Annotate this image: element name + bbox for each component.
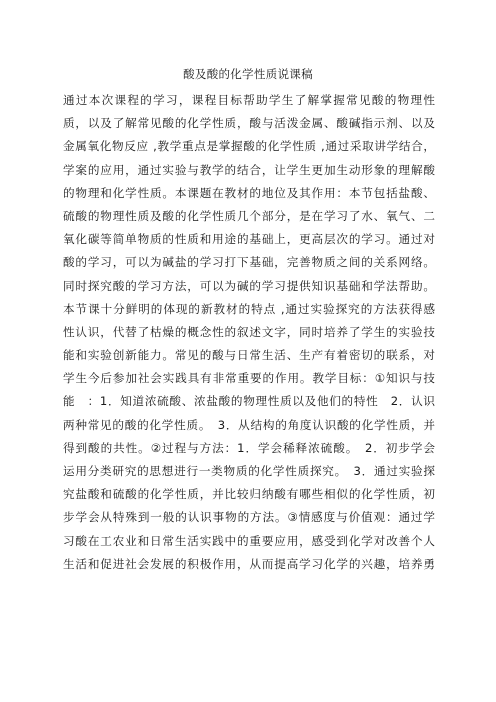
text-line-12: 能和实验创新能力。常见的酸与日常生活、生产有着密切的联系，对 xyxy=(63,348,435,363)
text-line-3: 金属氧化物反应 ,教学重点是掌握酸的化学性质 ,通过采取讲学结合， xyxy=(63,139,435,154)
text-line-16: 得到酸的共性。②过程与方法：1．学会稀释浓硫酸。 2．初步学会 xyxy=(63,440,435,455)
text-line-21: 生活和促进社会发展的积极作用，从而提高学习化学的兴趣，培养勇 xyxy=(63,556,435,571)
text-line-19: 步学会从特殊到一般的认识事物的方法。③情感度与价值观：通过学 xyxy=(63,510,435,525)
text-line-8: 酸的学习，可以为碱盐的学习打下基础，完善物质之间的关系网络。 xyxy=(63,255,435,270)
text-line-11: 性认识，代替了枯燥的概念性的叙述文字，同时培养了学生的实验技 xyxy=(63,324,435,339)
text-line-13: 学生今后参加社会实践具有非常重要的作用。教学目标：①知识与技 xyxy=(63,371,435,386)
text-line-15: 两种常见的酸的化学性质。 3．从结构的角度认识酸的化学性质，并 xyxy=(63,417,435,432)
document-body xyxy=(63,89,435,576)
text-line-7: 氧化碳等简单物质的性质和用途的基础上，更高层次的学习。通过对 xyxy=(63,232,435,247)
document-title: 酸及酸的化学性质说课稿 xyxy=(183,67,313,81)
text-line-20: 习酸在工农业和日常生活实践中的重要应用，感受到化学对改善个人 xyxy=(63,533,435,548)
text-line-6: 硫酸的物理性质及酸的化学性质几个部分，是在学习了水、氧气、二 xyxy=(63,208,435,223)
text-line-1: 通过本次课程的学习，课程目标帮助学生了解掌握常见酸的物理性 xyxy=(63,93,435,107)
text-line-10: 本节课十分鲜明的体现的新教材的特点 ,通过实验探究的方法获得感 xyxy=(63,301,435,316)
text-line-2: 质，以及了解常见酸的化学性质，酸与活泼金属、酸碱指示剂、以及 xyxy=(63,116,435,131)
text-line-18: 究盐酸和硫酸的化学性质，并比较归纳酸有哪些相似的化学性质，初 xyxy=(63,487,435,502)
text-line-14: 能 ：1．知道浓硫酸、浓盐酸的物理性质以及他们的特性 2．认识 xyxy=(63,394,435,409)
text-line-5: 的物理和化学性质。本课题在教材的地位及其作用：本节包括盐酸、 xyxy=(63,185,435,200)
text-line-17: 运用分类研究的思想进行一类物质的化学性质探究。 3．通过实验探 xyxy=(63,464,435,478)
text-line-9: 同时探究酸的学习方法，可以为碱的学习提供知识基础和学法帮助。 xyxy=(63,278,435,293)
text-line-4: 学案的应用，通过实验与教学的结合，让学生更加生动形象的理解酸 xyxy=(63,162,435,177)
